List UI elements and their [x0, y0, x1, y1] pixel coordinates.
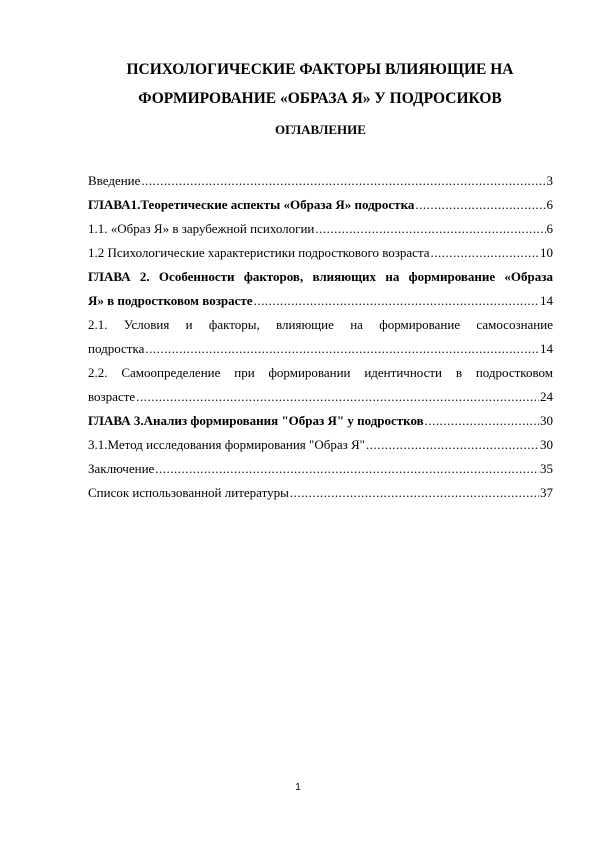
toc-entry-section-3-1[interactable] — [88, 433, 553, 457]
toc-entry-section-2-2[interactable] — [88, 361, 553, 409]
toc-entry-text: 3.1.Метод исследования формирования "Образ Я" — [88, 437, 365, 452]
toc-entry-text: ГЛАВА 3.Анализ формирования "Образ Я" у подростков — [88, 413, 424, 428]
toc-entry-text-line-2: Я» в подростковом возрасте — [88, 293, 253, 308]
toc-leader — [290, 481, 539, 505]
toc-entry-references[interactable] — [88, 481, 553, 505]
toc-entry-page: 24 — [540, 389, 553, 404]
toc-leader — [366, 433, 539, 457]
toc-entry-page: 10 — [540, 245, 553, 260]
toc-leader — [145, 337, 539, 361]
toc-leader — [431, 241, 539, 265]
toc-entry-chapter-1[interactable] — [88, 193, 553, 217]
toc-entry-page: 14 — [540, 341, 553, 356]
toc-entry-text-line-1: 2.2. Самоопределение при формировании идентичности в подростковом — [88, 365, 553, 380]
toc-entry-text-line-1: 2.1. Условия и факторы, влияющие на формирование самосознание — [88, 317, 553, 332]
toc-leader — [415, 193, 545, 217]
page-number: 1 — [295, 782, 301, 793]
toc-entry-chapter-2[interactable] — [88, 265, 553, 313]
toc-entry-page: 37 — [540, 485, 553, 500]
toc-entry-text-line-2: возрасте — [88, 389, 136, 404]
toc-entry-section-2-1[interactable] — [88, 313, 553, 361]
toc-leader — [136, 385, 539, 409]
toc-entry-intro[interactable] — [88, 169, 553, 193]
toc-entry-text-line-1: ГЛАВА 2. Особенности факторов, влияющих на формирование «Образа — [88, 269, 553, 284]
toc-entry-page: 3 — [546, 173, 553, 188]
toc-entry-text: ГЛАВА1.Теоретические аспекты «Образа Я» подростка — [88, 197, 415, 212]
toc-leader — [425, 409, 539, 433]
toc-entry-chapter-3[interactable] — [88, 409, 553, 433]
toc-entry-text: Список использованной литературы — [88, 485, 289, 500]
toc-leader — [315, 217, 545, 241]
document-title — [90, 55, 550, 113]
toc-entry-text-line-2: подростка — [88, 341, 145, 356]
toc-entry-page: 30 — [540, 413, 553, 428]
table-of-contents — [88, 169, 553, 505]
toc-entry-text: 1.2 Психологические характеристики подросткового возраста — [88, 245, 430, 260]
toc-entry-section-1-1[interactable] — [88, 217, 553, 241]
toc-entry-page: 14 — [540, 293, 553, 308]
toc-leader — [141, 169, 545, 193]
toc-entry-text: Заключение — [88, 461, 155, 476]
title-line-2: ФОРМИРОВАНИЕ «ОБРАЗА Я» У ПОДРОСИКОВ — [138, 90, 502, 107]
toc-entry-conclusion[interactable] — [88, 457, 553, 481]
toc-entry-section-1-2[interactable] — [88, 241, 553, 265]
toc-leader — [254, 289, 539, 313]
toc-heading: ОГЛАВЛЕНИЕ — [275, 122, 366, 137]
toc-entry-text: Введение — [88, 173, 141, 188]
toc-entry-page: 30 — [540, 437, 553, 452]
toc-entry-text: 1.1. «Образ Я» в зарубежной психологии — [88, 221, 315, 236]
toc-entry-page: 35 — [540, 461, 553, 476]
title-line-1: ПСИХОЛОГИЧЕСКИЕ ФАКТОРЫ ВЛИЯЮЩИЕ НА — [126, 61, 514, 78]
toc-entry-page: 6 — [546, 197, 553, 212]
toc-leader — [155, 457, 539, 481]
toc-entry-page: 6 — [546, 221, 553, 236]
